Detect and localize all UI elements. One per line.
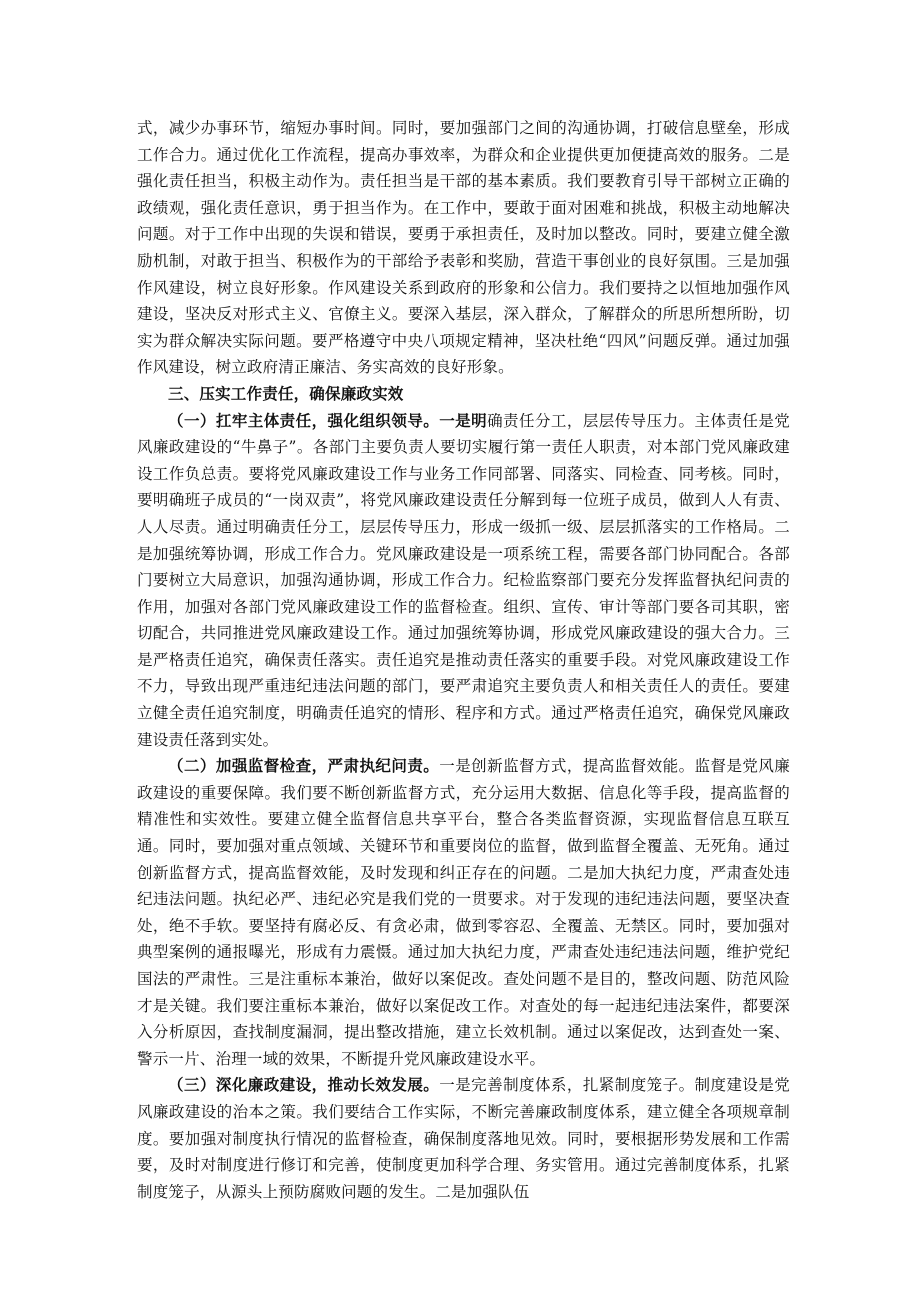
subsection-1-paragraph	[137, 408, 790, 754]
subsection-2-lead: （二）加强监督检查，严肃执纪问责。	[168, 756, 440, 776]
subsection-1-lead: （一）扛牢主体责任，强化组织领导。一是明	[168, 410, 488, 430]
subsection-1-body: 确责任分工，层层传导压力。主体责任是党风廉政建设的“牛鼻子”。各部门主要负责人要切实履行第一责任人职责，对本部门党风廉政建设工作负总责。要将党风廉政建设工作与业务工作同部署、同落实、同检查、同考核。同时，要明确班子成员的“一岗双责”，将党风廉政建设责任分解到每一位班子成员，做到人人有责、人人尽责。通过明确责任分工，层层传导压力，形成一级抓一级、层层抓落实的工作格局。二是加强统筹协调，形成工作合力。党风廉政建设是一项系统工程，需要各部门协同配合。各部门要树立大局意识，加强沟通协调，形成工作合力。纪检监察部门要充分发挥监督执纪问责的作用，加强对各部门党风廉政建设工作的监督检查。组织、宣传、审计等部门要各司其职，密切配合，共同推进党风廉政建设工作。通过加强统筹协调，形成党风廉政建设的强大合力。三是严格责任追究，确保责任落实。责任追究是推动责任落实的重要手段。对党风廉政建设工作不力，导致出现严重违纪违法问题的部门，要严肃追究主要负责人和相关责任人的责任。要建立健全责任追究制度，明确责任追究的情形、程序和方式。通过严格责任追究，确保党风廉政建设责任落到实处。	[137, 411, 790, 749]
section-heading: 三、压实工作责任，确保廉政实效	[168, 383, 404, 403]
continuation-paragraph: 式，减少办事环节，缩短办事时间。同时，要加强部门之间的沟通协调，打破信息壁垒，形成工作合力。通过优化工作流程，提高办事效率，为群众和企业提供更加便捷高效的服务。二是强化责任担当，积极主动作为。责任担当是干部的基本素质。我们要教育引导干部树立正确的政绩观，强化责任意识，勇于担当作为。在工作中，要敢于面对困难和挑战，积极主动地解决问题。对于工作中出现的失误和错误，要勇于承担责任，及时加以整改。同时，要建立健全激励机制，对敢于担当、积极作为的干部给予表彰和奖励，营造干事创业的良好氛围。三是加强作风建设，树立良好形象。作风建设关系到政府的形象和公信力。我们要持之以恒地加强作风建设，坚决反对形式主义、官僚主义。要深入基层，深入群众，了解群众的所思所想所盼，切实为群众解决实际问题。要严格遵守中央八项规定精神，坚决杜绝“四风”问题反弹。通过加强作风建设，树立政府清正廉洁、务实高效的良好形象。	[137, 119, 790, 377]
subsection-3-lead: （三）深化廉政建设，推动长效发展。	[168, 1075, 440, 1095]
subsection-3-body: 一是完善制度体系，扎紧制度笼子。制度建设是党风廉政建设的治本之策。我们要结合工作实际，不断完善廉政制度体系，建立健全各项规章制度。要加强对制度执行情况的监督检查，确保制度落地见效。同时，要根据形势发展和工作需要，及时对制度进行修订和完善，使制度更加科学合理、务实管用。通过完善制度体系，扎紧制度笼子，从源头上预防腐败问题的发生。二是加强队伍	[137, 1076, 791, 1201]
subsection-2-body: 一是创新监督方式，提高监督效能。监督是党风廉政建设的重要保障。我们要不断创新监督方式，充分运用大数据、信息化等手段，提高监督的精准性和实效性。要建立健全监督信息共享平台，整合各类监督资源，实现监督信息互联互通。同时，要加强对重点领域、关键环节和重要岗位的监督，做到监督全覆盖、无死角。通过创新监督方式，提高监督效能，及时发现和纠正存在的问题。二是加大执纪力度，严肃查处违纪违法问题。执纪必严、违纪必究是我们党的一贯要求。对于发现的违纪违法问题，要坚决查处，绝不手软。要坚持有腐必反、有贪必肃，做到零容忍、全覆盖、无禁区。同时，要加强对典型案例的通报曝光，形成有力震慑。通过加大执纪力度，严肃查处违纪违法问题，维护党纪国法的严肃性。三是注重标本兼治，做好以案促改。查处问题不是目的，整改问题、防范风险才是关键。我们要注重标本兼治，做好以案促改工作。对查处的每一起违纪违法案件，都要深入分析原因，查找制度漏洞，提出整改措施，建立长效机制。通过以案促改，达到查处一案、警示一片、治理一域的效果，不断提升党风廉政建设水平。	[137, 757, 791, 1068]
subsection-3-paragraph	[137, 1072, 790, 1205]
subsection-2-paragraph	[137, 753, 790, 1072]
